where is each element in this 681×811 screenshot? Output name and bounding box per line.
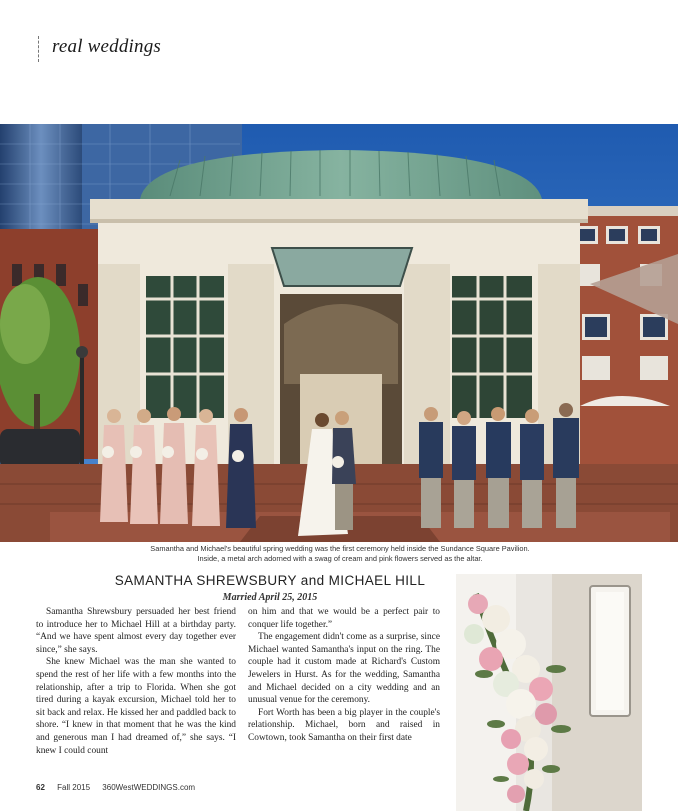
paragraph: The engagement didn't come as a surprise, since Michael wanted Samantha's input on the ring. The couple had it custom made at Richard's Custom Jewelers in Hurst. As for the wedding, Samantha and Michael decided on a city wedding and an unusual venue for the ceremony. (248, 632, 440, 706)
paragraph-continuation: on him and that we would be a perfect pair to conquer life together.” (248, 607, 440, 630)
caption-line-1: Samantha and Michael's beautiful spring wedding was the first ceremony held inside the Sundance Square Pavilion. (150, 544, 530, 553)
page-number: 62 (36, 783, 45, 792)
photo-caption (60, 544, 620, 564)
paragraph: Fort Worth has been a big player in the couple's relationship. Michael, born and raised in Cowtown, took Samantha on their first date (248, 707, 440, 743)
article-column-right (248, 606, 440, 745)
article-column-left (36, 606, 236, 757)
article-headline: SAMANTHA SHREWSBURY and MICHAEL HILL (114, 573, 426, 588)
website-url: 360WestWEDDINGS.com (102, 783, 196, 792)
wedding-party-photo (0, 124, 678, 542)
page-footer (36, 783, 195, 792)
wedding-date: Married April 25, 2015 (222, 592, 318, 603)
section-title: real weddings (52, 36, 162, 57)
bridesmaids (100, 407, 256, 528)
issue-label: Fall 2015 (57, 783, 91, 792)
paragraph: She knew Michael was the man she wanted to spend the rest of her life with a few months into the relationship, after a trip to Florida. When she got tired during a kayak excursion, Michael told her to sit back and relax. He kissed her and paddled back to shore. “I knew in that moment that he was the kind and generous man I had dreamed of,” she says. “I knew I could count (36, 657, 236, 756)
paragraph: Samantha Shrewsbury persuaded her best friend to introduce her to Michael Hill at a birthday party. “And we have spent almost every day together ever since,” she says. (36, 607, 236, 655)
floral-arrangement-photo (456, 574, 642, 811)
caption-line-2: Inside, a metal arch adorned with a swag of cream and pink flowers served as the altar. (197, 554, 483, 563)
section-divider (38, 36, 39, 62)
